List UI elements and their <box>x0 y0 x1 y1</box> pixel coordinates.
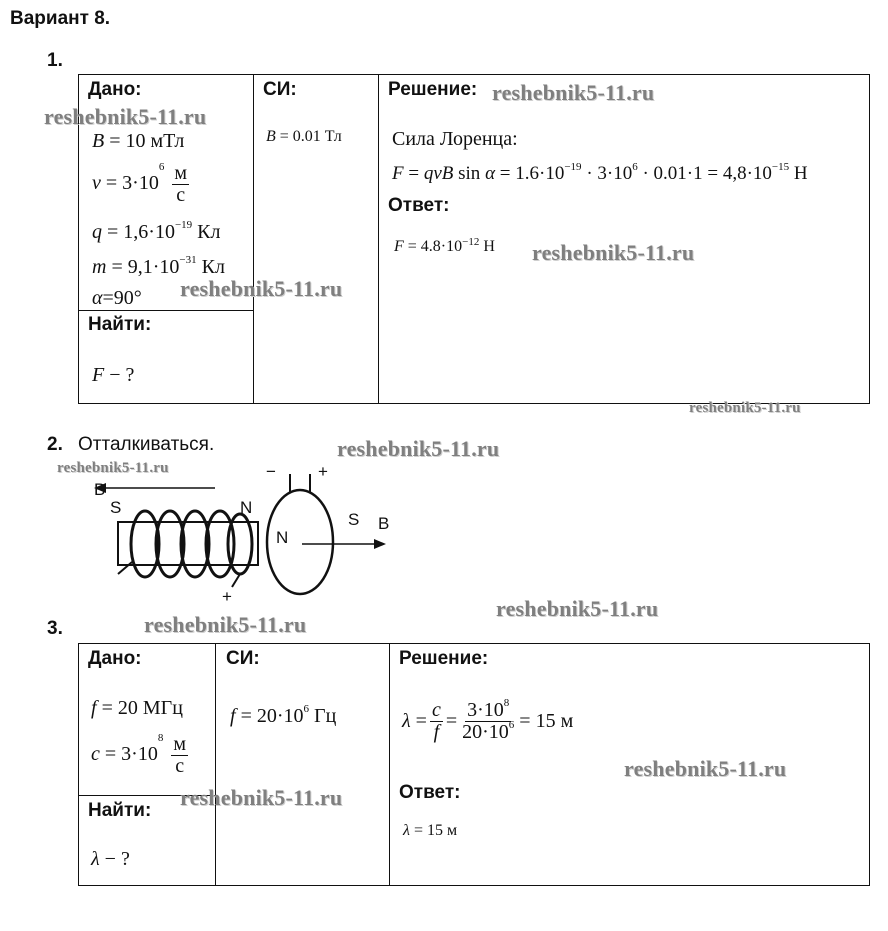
given-q: $q = 1,6\cdot 10^{-19}$ Кл <box>92 219 221 243</box>
coil-lead-bottom <box>232 574 240 587</box>
watermark: reshebnik5-11.ru <box>624 756 787 781</box>
task1-find-header: Найти: <box>88 314 152 335</box>
task3-given-f: f = 20 МГц <box>91 697 183 719</box>
watermark: reshebnik5-11.ru <box>337 436 500 461</box>
task3-solution-formula: λ = $\frac{c}{f}$ = $\frac{3\cdot 10^8}{20\cdot 10^6}$ = 15 м <box>402 697 574 743</box>
task2-number: 2. <box>47 434 63 455</box>
label-plus-top: + <box>318 462 328 481</box>
watermark: reshebnik5-11.ru <box>180 785 343 810</box>
task3-si-header: СИ: <box>226 648 260 669</box>
task1-si-header: СИ: <box>263 79 297 100</box>
given-m: $m = 9,1\cdot 10^{-31}$ Кл <box>92 254 225 278</box>
watermark: reshebnik5-11.ru <box>44 104 207 129</box>
task1-find: F − ? <box>92 364 135 386</box>
task1-solution-line1: Сила Лоренца: <box>392 128 518 150</box>
task3-solution-header: Решение: <box>399 648 489 669</box>
task3-find-header: Найти: <box>88 800 152 821</box>
task3-answer: λ = 15 м <box>403 822 458 839</box>
label-S-left: S <box>110 498 122 517</box>
label-minus: − <box>266 462 276 481</box>
label-B-left: B <box>94 480 106 499</box>
task1-solution-header: Решение: <box>388 79 478 100</box>
task1-given-find-divider <box>78 310 253 311</box>
label-S-right: S <box>348 510 360 529</box>
task1-divider-1 <box>253 74 254 404</box>
page-title: Вариант 8. <box>10 8 111 29</box>
task3-given-c: $c = 3\cdot 10^8$ $\frac{м}{с}$ <box>91 732 186 777</box>
task1-si-value: B = 0.01 Тл <box>266 128 342 145</box>
task1-answer-header: Ответ: <box>388 195 450 216</box>
watermark: reshebnik5-11.ru <box>492 80 655 105</box>
watermark: reshebnik5-11.ru <box>57 460 169 476</box>
b-arrow-head-right <box>374 539 386 549</box>
label-N-coil: N <box>240 498 253 517</box>
task3-divider-2 <box>389 643 390 886</box>
given-B: B = 10 мТл <box>92 130 185 152</box>
task1-number: 1. <box>47 50 63 71</box>
task1-answer: $F = 4.8\cdot 10^{-12}$ Н <box>394 236 495 255</box>
watermark: reshebnik5-11.ru <box>496 596 659 621</box>
label-plus-bottom: + <box>222 587 232 606</box>
task3-answer-header: Ответ: <box>399 782 461 803</box>
coil-turns <box>131 511 252 577</box>
task3-divider-1 <box>215 643 216 886</box>
task1-divider-2 <box>378 74 379 404</box>
task3-number: 3. <box>47 618 63 639</box>
watermark: reshebnik5-11.ru <box>689 400 801 416</box>
task1-given-header: Дано: <box>88 79 142 100</box>
task3-find: λ − ? <box>91 848 130 870</box>
label-B-right: B <box>378 514 390 533</box>
given-v: $v = 3\cdot 10^6$ $\frac{м}{с}$ <box>92 161 187 206</box>
task3-given-header: Дано: <box>88 648 142 669</box>
task1-formula: F = qvB $\sin \alpha = 1.6\cdot 10^{-19} \cdot 3\cdot 10^6 \cdot 0.01\cdot 1 = 4,8\cdot 10^{-15}$ Н <box>392 161 808 184</box>
task2-answer-text: Отталкиваться. <box>78 434 215 455</box>
watermark: reshebnik5-11.ru <box>532 240 695 265</box>
magnet-diagram <box>80 462 420 612</box>
watermark: reshebnik5-11.ru <box>144 612 307 637</box>
label-N-ring: N <box>276 528 289 547</box>
watermark: reshebnik5-11.ru <box>180 276 343 301</box>
coil-core <box>118 522 258 565</box>
given-alpha: α=90° <box>92 287 142 309</box>
coil-lead-left <box>118 562 132 574</box>
task3-si-value: $f = 20\cdot 10^6$ Гц <box>230 703 337 727</box>
